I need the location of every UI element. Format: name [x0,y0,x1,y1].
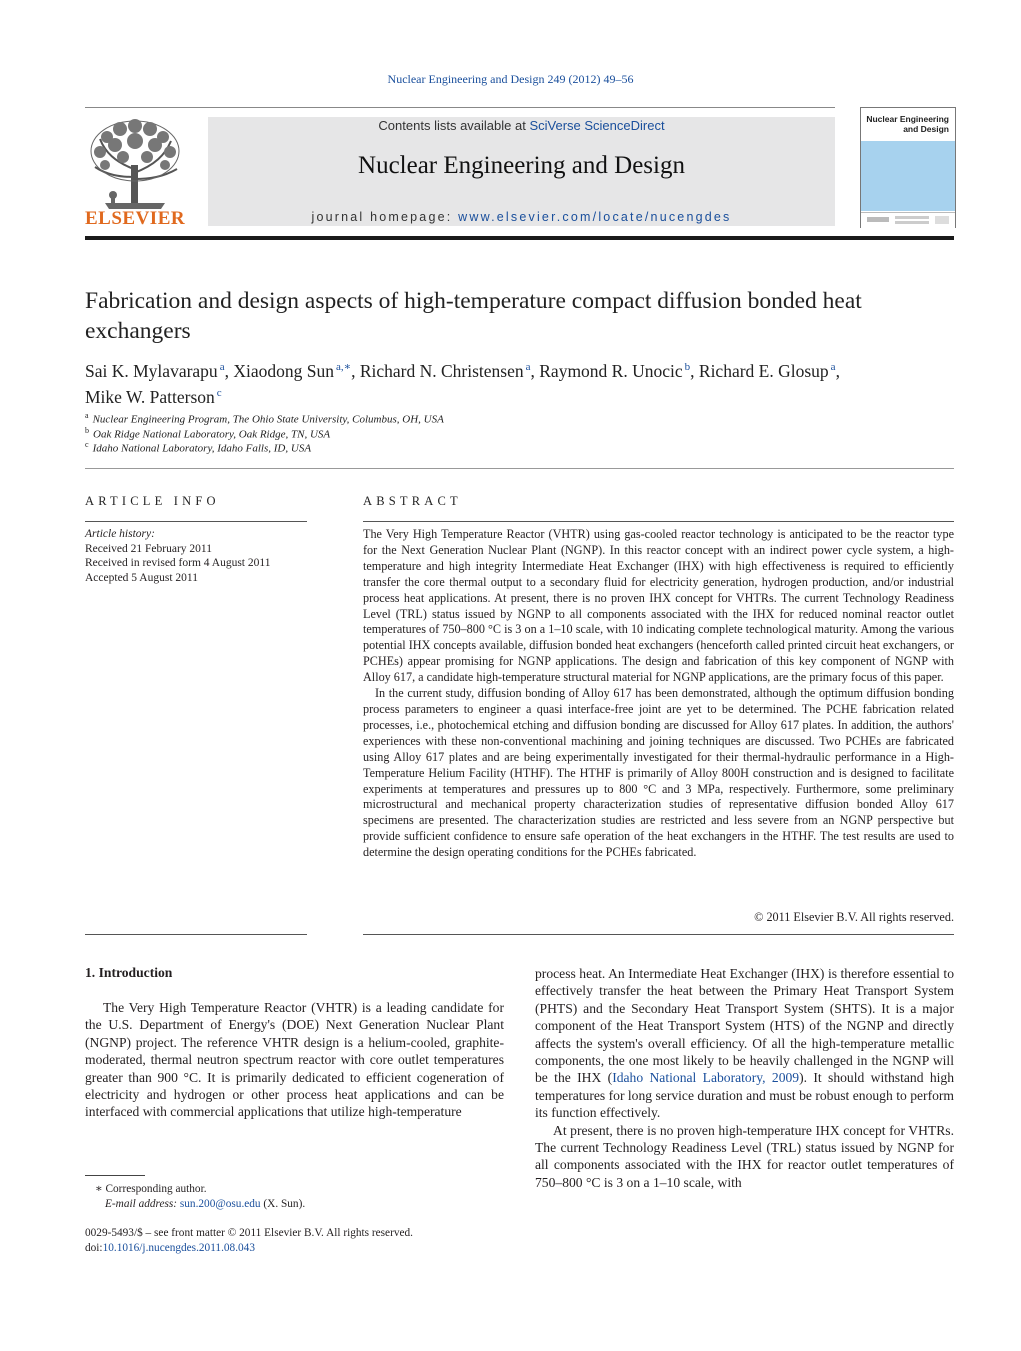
cover-blue-panel [861,141,955,211]
history-received: Received 21 February 2011 [85,542,212,555]
author-name: Mike W. Patterson [85,386,215,407]
affiliation-mark: b [85,426,89,435]
article-title: Fabrication and design aspects of high-temperature compact diffusion bonded heat exchangers [85,288,862,344]
affiliation-text: Nuclear Engineering Program, The Ohio State University, Columbus, OH, USA [92,413,444,426]
email-suffix: (X. Sun). [260,1197,306,1210]
homepage-link[interactable]: www.elsevier.com/locate/nucengdes [458,210,732,224]
abstract-paragraph: In the current study, diffusion bonding of Alloy 617 has been demonstrated, although the optimum diffusion bonding process parameters to engineer a quasi interface-free joint are yet to be determined. The PCHE fabrication related processes, i.e., photochemical etching and diffusion bonding are discussed for Alloy 617 plates. In addition, the authors' experiences with these non-conventional machining and joining techniques are discussed. Two PCHEs are fabricated using Alloy 617 plates and are being experimentally investigated for their thermal-hydraulic performance in a High-Temperature Helium Facility (HTHF). The HTHF is primarily of Alloy 800H construction and is designed to facilitate experiments at temperatures and pressures up to 800 °C and 3 MPa, respectively. Furthermore, some preliminary microstructural and mechanical property characterization studies of representative diffusion bonded Alloy 617 specimens are presented. The characterization studies are restricted and less severe from an NGNP perspective but provide sufficient confidence to ensure safe operation of the heat exchangers in the HTHF. The test results are used to determine the design operating conditions for the PCHEs fabricated. [363,686,954,860]
abstract-heading: ABSTRACT [363,494,462,508]
body-paragraph: At present, there is no proven high-temperature IHX concept for VHTRs. The current Technology Readiness Level (TRL) status issued by NGNP for all components associated with the IHX for reactor outlet temperatures of 750–800 °C is 3 on a 1–10 scale, with [535,1122,954,1190]
article-info-rule [85,521,307,522]
journal-citation[interactable]: Nuclear Engineering and Design 249 (2012) 49–56 [387,72,634,86]
journal-homepage [208,210,835,224]
doi-line [85,1241,504,1256]
cover-title-line2: and Design [903,124,949,134]
affiliation [85,426,330,441]
homepage-prefix: journal homepage: [311,210,459,224]
header-rule [85,107,835,108]
body-text: ). It should withstand high temperatures for long service duration and must be robust enough to perform its function effectively. [535,1070,955,1121]
article-info-heading: ARTICLE INFO [85,494,220,508]
sciencedirect-link[interactable]: SciVerse ScienceDirect [529,118,665,133]
author-name: Xiaodong Sun [233,360,334,381]
journal-cover-thumbnail[interactable] [860,107,956,228]
author-name: Raymond R. Unocic [539,360,683,381]
header-thick-rule [85,236,954,240]
corresponding-author-note: ∗ Corresponding author. [95,1183,207,1195]
author-name: Sai K. Mylavarapu [85,360,218,381]
body-column-right [535,965,954,1191]
article-history [85,527,305,585]
affiliation-mark: c [85,440,89,449]
affiliation-text: Idaho National Laboratory, Idaho Falls, ID, USA [92,442,312,455]
article-info-bottom-rule [85,934,307,935]
affiliation-mark: a [85,411,89,420]
abstract-body [363,527,954,861]
abstract-paragraph: The Very High Temperature Reactor (VHTR) using gas-cooled reactor technology is anticipated to be the reactor type for the Next Generation Nuclear Plant (NGNP). In this reactor concept with an indirect power cycle system, a high-temperature and high integrity Intermediate Heat Exchanger (IHX) with high effectiveness is required to efficiently transfer the core thermal output to a secondary fluid for electricity generation, hydrogen production, and/or industrial process heat applications. At present, there is no proven IHX concept for VHTRs. The current Technology Readiness Level (TRL) status issued by NGNP to all components associated with the IHX for reduced nominal reactor outlet temperatures of 750–800 °C is 3 on a 1–10 scale, with 10 indicating complete technological maturity. Among the various potential IHX concepts available, diffusion bonded heat exchangers (henceforth called printed circuit heat exchangers, or PCHEs) appear promising for NGNP applications. The design and fabrication of this key component of NGNP with Alloy 617, a candidate high-temperature structural material for NGNP applications, are the primary focus of this paper. [363,527,954,685]
elsevier-logo[interactable] [85,117,185,230]
contents-prefix: Contents lists available at [378,118,530,133]
author-affiliation-mark[interactable]: a [525,361,531,373]
email-label: E-mail address: [105,1197,180,1210]
doi-prefix: doi: [85,1241,103,1254]
affiliation [85,440,311,455]
affiliations-rule [85,468,954,469]
email-link[interactable]: sun.200@osu.edu [179,1197,261,1210]
author-name: Richard N. Christensen [359,360,524,381]
issn-line: 0029-5493/$ – see front matter © 2011 Elsevier B.V. All rights reserved. [85,1227,413,1239]
abstract-copyright: © 2011 Elsevier B.V. All rights reserved. [754,910,954,924]
affiliation-text: Oak Ridge National Laboratory, Oak Ridge, TN, USA [93,428,331,441]
body-column-left [85,999,504,1121]
history-label: Article history: [85,528,155,540]
body-paragraph: The Very High Temperature Reactor (VHTR) is a leading candidate for the U.S. Department of Energy's (DOE) Next Generation Nuclear Plant (NGNP) project. The reference VHTR design is a helium-cooled, graphite-moderated, thermal neutron spectrum reactor with core outlet temperatures greater than 900 °C. It is primarily dedicated to efficient cogeneration of electricity and hydrogen or other process heat applications and can be interfaced with commercial applications that utilize high-temperature [85,1000,504,1120]
author-name: Richard E. Glosup [698,360,829,381]
cover-title-line1: Nuclear Engineering [866,114,949,124]
email-note [85,1197,504,1212]
footnote-rule [85,1175,145,1176]
abstract-bottom-rule [363,934,954,935]
author-affiliation-mark[interactable]: c [216,386,222,399]
author-list: Sai K. Mylavarapu $^a$, Xiaodong Sun $^{a,∗}$, Richard N. Christensen $^a$, Raymond R. Unocic $^b$, Richard E. Glosup $^a$, Mike W. Patterson $^c$ [85,360,840,407]
history-accepted: Accepted 5 August 2011 [85,571,198,584]
doi-link[interactable]: 10.1016/j.nucengdes.2011.08.043 [102,1241,255,1254]
author-affiliation-mark[interactable]: b [684,361,691,373]
contents-availability [208,118,835,133]
front-matter [85,1226,504,1255]
history-revised: Received in revised form 4 August 2011 [85,557,271,569]
elsevier-wordmark: ELSEVIER [85,208,186,229]
footnote [85,1182,504,1211]
body-paragraph-continued [535,965,954,1122]
body-text: process heat. An Intermediate Heat Exchanger (IHX) is therefore essential to effectively transfer the heat between the Primary Heat Transport System (PHTS) and the Secondary Heat Transport System (SHTS). It is a major component of the Heat Transport System (HTS) of the NGNP and directly affects the system's overall efficiency. Of all the high-temperature metallic components, the one most likely to be heavily challenged in the NGNP will be the IHX ( [535,966,954,1086]
cover-footer-strip [861,212,955,228]
author-affiliation-mark[interactable]: a [219,361,225,373]
author-affiliation-mark[interactable]: a [830,361,836,373]
reference-link[interactable]: Idaho National Laboratory, 2009 [612,1070,800,1086]
author-affiliation-mark[interactable]: a,∗ [335,361,352,373]
section-heading-introduction: 1. Introduction [85,965,173,980]
journal-name: Nuclear Engineering and Design [358,152,685,179]
abstract-rule [363,521,954,522]
affiliation [85,411,444,426]
